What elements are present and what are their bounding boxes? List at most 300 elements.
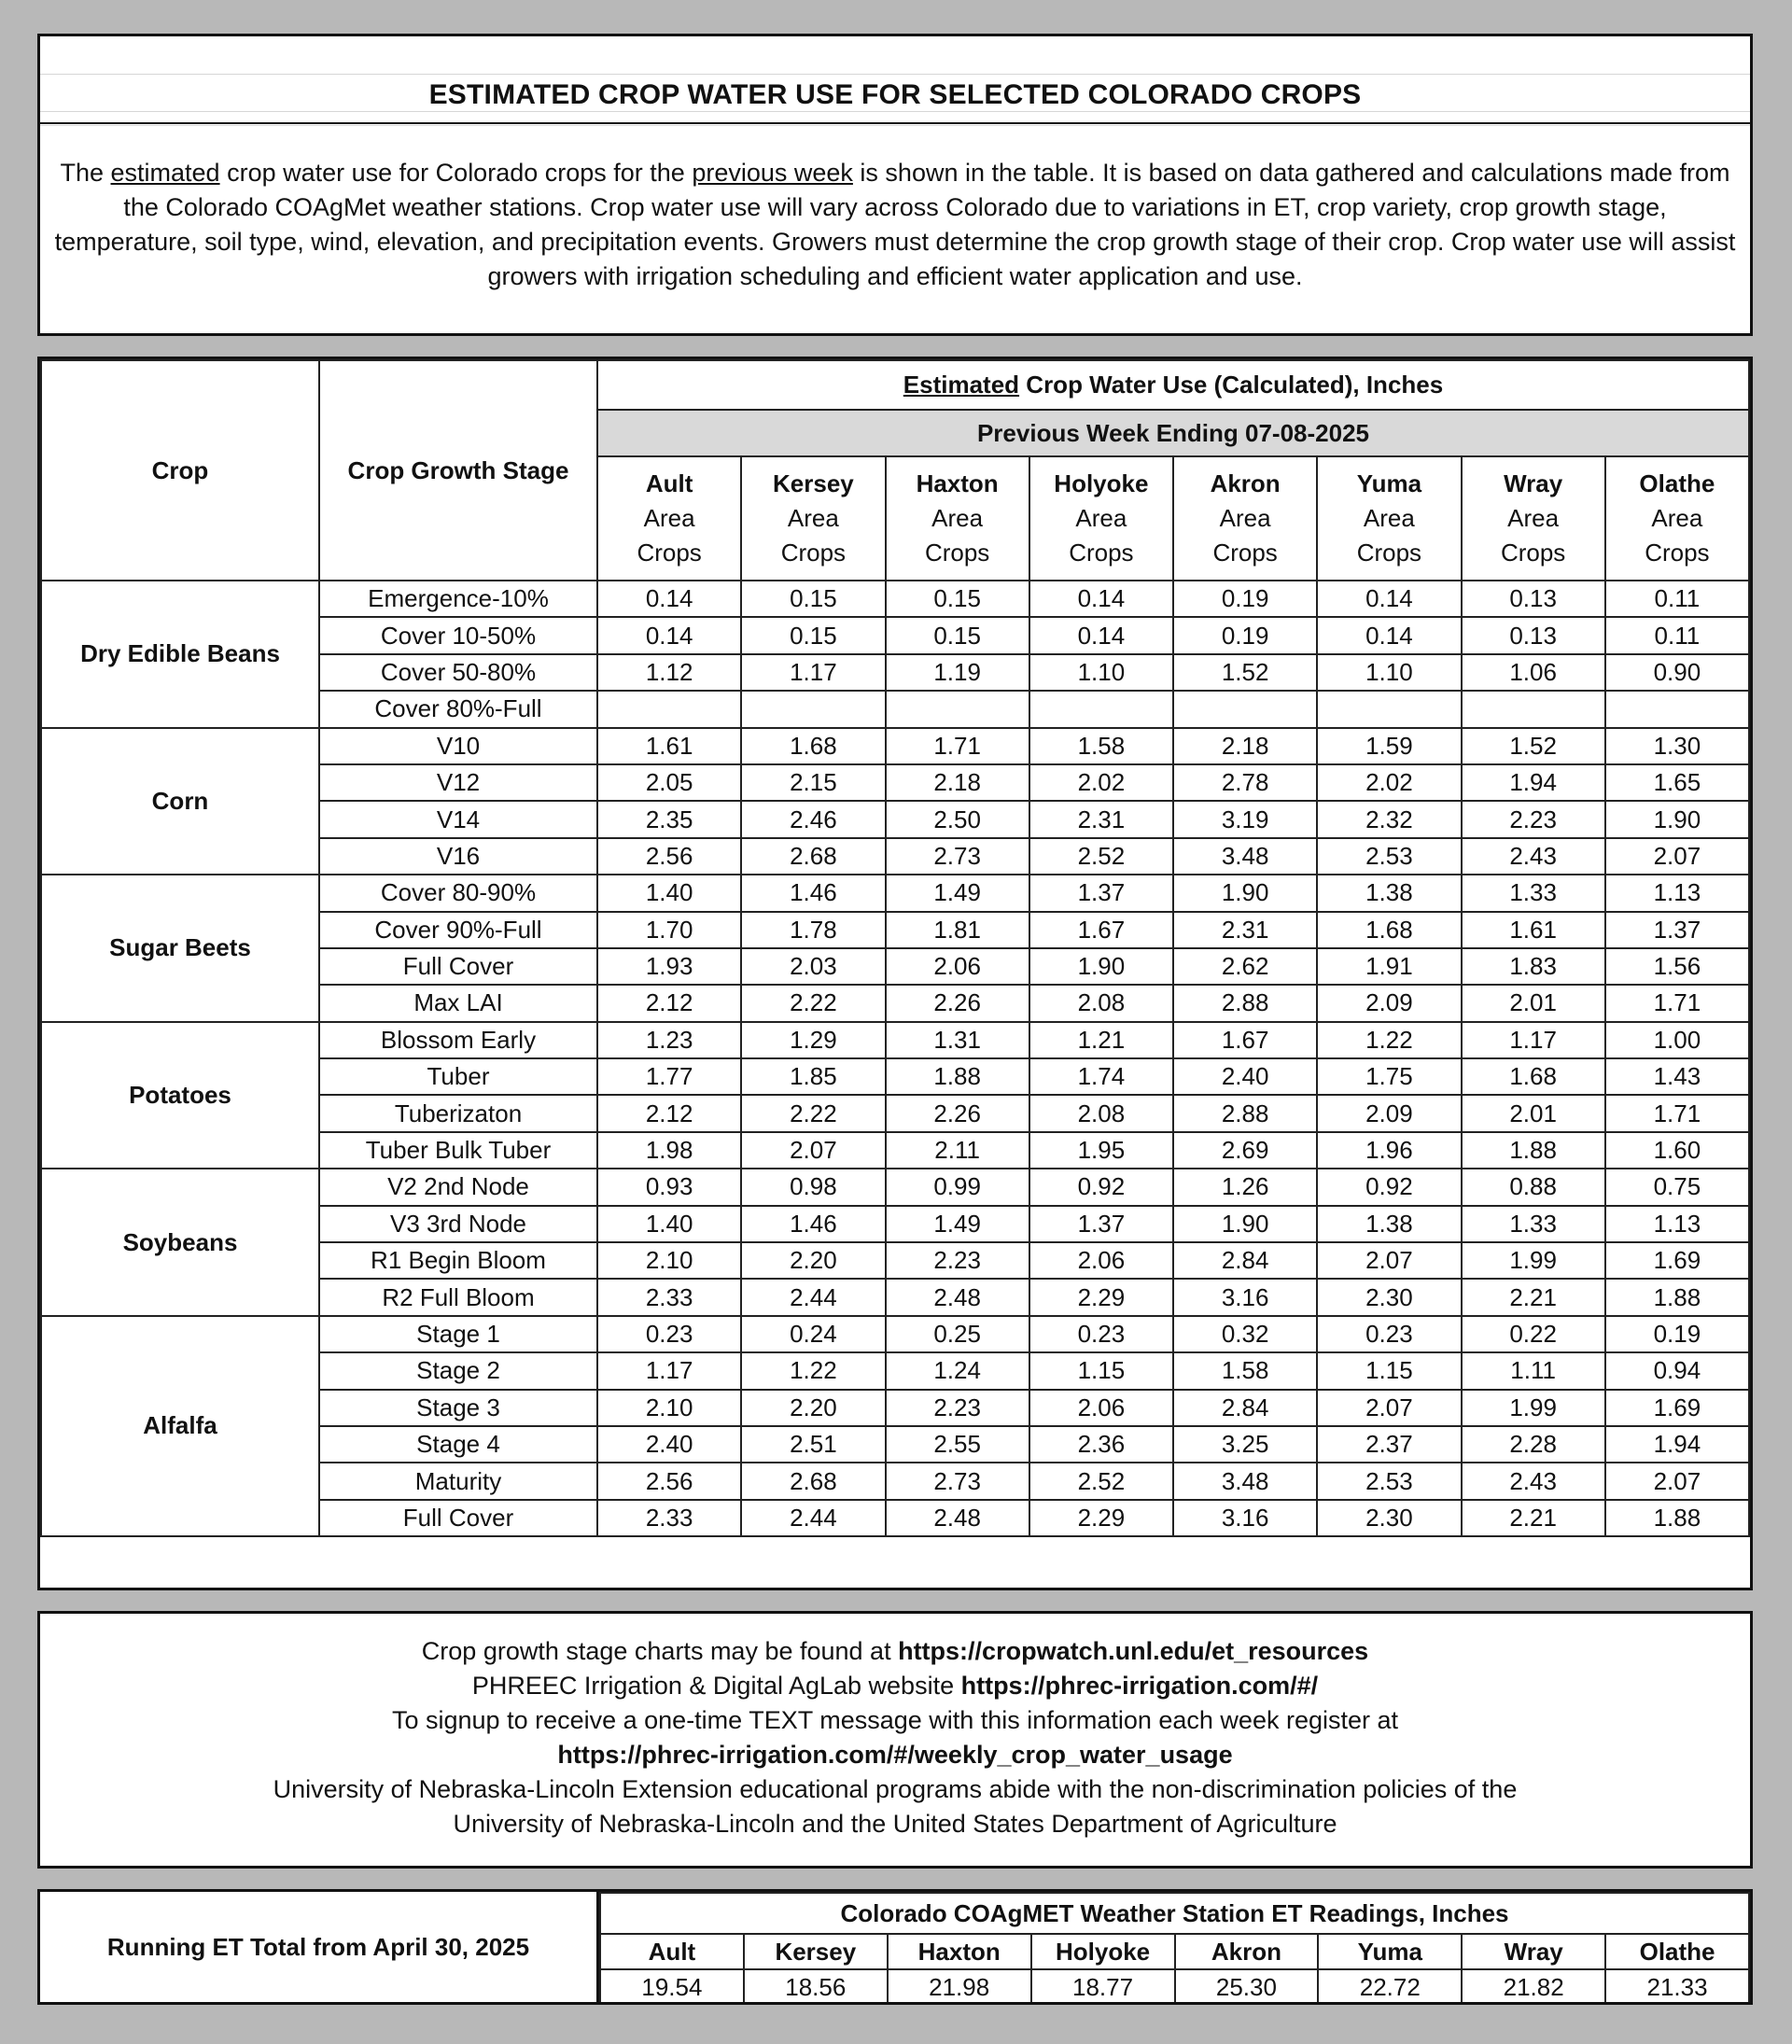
- location-crops: Crops: [1212, 539, 1278, 567]
- water-use-value: 2.88: [1173, 985, 1317, 1021]
- water-use-value: 2.11: [886, 1132, 1029, 1169]
- table-row: [41, 1022, 1749, 1058]
- location-header-ault: [597, 456, 741, 581]
- resource-line-3: To signup to receive a one-time TEXT message with this information each week register at: [391, 1706, 1399, 1734]
- running-location-kersey: Kersey: [744, 1934, 888, 1969]
- water-use-value: 1.15: [1317, 1352, 1461, 1389]
- water-use-value: 2.29: [1029, 1279, 1173, 1315]
- water-use-value: 2.23: [1462, 801, 1605, 837]
- water-use-value: 0.15: [741, 581, 885, 617]
- water-use-value: 0.24: [741, 1316, 885, 1352]
- water-use-value: 1.83: [1462, 948, 1605, 985]
- water-use-value: 2.29: [1029, 1500, 1173, 1536]
- growth-stage: Full Cover: [319, 948, 597, 985]
- water-use-value: 0.13: [1462, 617, 1605, 653]
- water-use-value: 1.26: [1173, 1169, 1317, 1205]
- water-use-value: 2.56: [597, 1463, 741, 1499]
- water-use-value: [1462, 691, 1605, 727]
- water-use-value: 1.81: [886, 912, 1029, 948]
- water-use-value: 1.95: [1029, 1132, 1173, 1169]
- water-use-value: 0.15: [741, 617, 885, 653]
- water-use-value: 0.23: [1029, 1316, 1173, 1352]
- location-header-kersey: [741, 456, 885, 581]
- water-use-value: 2.18: [1173, 728, 1317, 764]
- stage-column-header: Crop Growth Stage: [319, 360, 597, 581]
- resource-line-1: [49, 1634, 1741, 1669]
- intro-underline-estimated: estimated: [110, 159, 220, 187]
- water-use-value: 1.30: [1605, 728, 1749, 764]
- water-use-value: 2.84: [1173, 1242, 1317, 1279]
- growth-stage: Stage 3: [319, 1390, 597, 1426]
- water-use-value: 0.19: [1173, 617, 1317, 653]
- water-use-value: 2.20: [741, 1390, 885, 1426]
- water-use-value: 2.51: [741, 1426, 885, 1463]
- water-use-value: 2.12: [597, 1095, 741, 1131]
- water-use-value: 2.10: [597, 1242, 741, 1279]
- table-row: [41, 1316, 1749, 1352]
- water-use-value: 2.06: [1029, 1390, 1173, 1426]
- location-area: Area: [787, 504, 839, 532]
- water-use-value: 2.26: [886, 985, 1029, 1021]
- water-use-value: 1.74: [1029, 1058, 1173, 1095]
- water-use-value: 2.43: [1462, 838, 1605, 875]
- table-row: [41, 581, 1749, 617]
- resource-line-5: University of Nebraska-Lincoln Extension educational programs abide with the non-discrimination policies of the: [273, 1775, 1518, 1803]
- phrec-link[interactable]: https://phrec-irrigation.com/#/: [960, 1672, 1319, 1700]
- running-et-panel: [37, 1889, 1753, 2005]
- water-use-value: 1.77: [597, 1058, 741, 1095]
- water-use-value: 1.61: [597, 728, 741, 764]
- water-use-value: 2.50: [886, 801, 1029, 837]
- table-row: [41, 1169, 1749, 1205]
- water-use-value: 1.58: [1173, 1352, 1317, 1389]
- water-use-value: 1.88: [886, 1058, 1029, 1095]
- location-crops: Crops: [1069, 539, 1134, 567]
- growth-stage: Tuber Bulk Tuber: [319, 1132, 597, 1169]
- growth-stage: Cover 90%-Full: [319, 912, 597, 948]
- water-use-value: 1.06: [1462, 654, 1605, 691]
- water-use-value: 1.71: [1605, 985, 1749, 1021]
- intro-text-3: is shown in the table. It is based on data gathered and calculations made from the Colorado COAgMet weather stations. Crop water use will vary across Colorado due to variations in ET, crop variety, crop growth stage, temperature, soil type, wind, elevation, and precipitation events. Growers must determine the crop growth stage of their crop. Crop water use will assist growers with irrigation scheduling and efficient water application and use.: [54, 159, 1736, 290]
- running-location-olathe: Olathe: [1605, 1934, 1749, 1969]
- intro-panel: [37, 34, 1753, 336]
- location-header-haxton: [886, 456, 1029, 581]
- cropwatch-link[interactable]: https://cropwatch.unl.edu/et_resources: [898, 1637, 1369, 1665]
- water-use-value: 0.94: [1605, 1352, 1749, 1389]
- location-crops: Crops: [1645, 539, 1710, 567]
- water-use-value: 1.88: [1605, 1500, 1749, 1536]
- water-use-value: 1.33: [1462, 875, 1605, 911]
- running-et-value: 25.30: [1175, 1969, 1319, 2005]
- water-use-value: 1.10: [1317, 654, 1461, 691]
- water-use-value: 1.40: [597, 875, 741, 911]
- location-area: Area: [931, 504, 984, 532]
- water-use-value: [1317, 691, 1461, 727]
- water-use-value: 1.23: [597, 1022, 741, 1058]
- growth-stage: V16: [319, 838, 597, 875]
- water-use-value: 1.67: [1029, 912, 1173, 948]
- water-use-value: 3.48: [1173, 1463, 1317, 1499]
- water-use-value: 2.33: [597, 1500, 741, 1536]
- water-use-value: 2.73: [886, 838, 1029, 875]
- water-use-value: 2.06: [886, 948, 1029, 985]
- water-use-value: 2.07: [1605, 838, 1749, 875]
- water-use-value: 2.21: [1462, 1500, 1605, 1536]
- water-use-value: 1.17: [597, 1352, 741, 1389]
- running-et-title: Colorado COAgMET Weather Station ET Readings, Inches: [600, 1893, 1749, 1934]
- water-use-value: 0.14: [1317, 617, 1461, 653]
- running-location-haxton: Haxton: [888, 1934, 1031, 1969]
- water-use-value: 1.59: [1317, 728, 1461, 764]
- water-use-value: 1.33: [1462, 1206, 1605, 1242]
- water-use-value: 0.98: [741, 1169, 885, 1205]
- growth-stage: Stage 1: [319, 1316, 597, 1352]
- location-header-olathe: [1605, 456, 1749, 581]
- water-use-value: 2.02: [1029, 764, 1173, 801]
- water-use-value: 1.94: [1605, 1426, 1749, 1463]
- growth-stage: Stage 2: [319, 1352, 597, 1389]
- running-et-table-wrap: [599, 1892, 1750, 2005]
- location-name: Akron: [1210, 469, 1281, 497]
- crop-table-body: [41, 581, 1749, 1536]
- running-et-value: 21.82: [1462, 1969, 1605, 2005]
- water-use-value: 1.68: [1317, 912, 1461, 948]
- crop-water-table: [40, 359, 1750, 1537]
- water-use-value: 0.92: [1029, 1169, 1173, 1205]
- water-use-value: 1.22: [741, 1352, 885, 1389]
- running-et-values-row: [600, 1969, 1749, 2005]
- location-crops: Crops: [924, 539, 990, 567]
- intro-text-2: crop water use for Colorado crops for the: [219, 159, 693, 187]
- water-use-value: 0.11: [1605, 617, 1749, 653]
- location-header-wray: [1462, 456, 1605, 581]
- water-use-value: 1.71: [886, 728, 1029, 764]
- water-use-value: 0.93: [597, 1169, 741, 1205]
- water-use-value: 0.88: [1462, 1169, 1605, 1205]
- water-use-value: 0.99: [886, 1169, 1029, 1205]
- water-use-value: 0.14: [1029, 581, 1173, 617]
- location-name: Kersey: [773, 469, 854, 497]
- water-use-value: 1.31: [886, 1022, 1029, 1058]
- location-header-yuma: [1317, 456, 1461, 581]
- table-title-rest: Crop Water Use (Calculated), Inches: [1019, 371, 1444, 399]
- water-use-value: 0.15: [886, 617, 1029, 653]
- growth-stage: V12: [319, 764, 597, 801]
- water-use-value: 2.21: [1462, 1279, 1605, 1315]
- growth-stage: V10: [319, 728, 597, 764]
- water-use-value: 2.07: [741, 1132, 885, 1169]
- growth-stage: Emergence-10%: [319, 581, 597, 617]
- location-name: Olathe: [1639, 469, 1715, 497]
- water-use-value: 2.09: [1317, 985, 1461, 1021]
- water-use-value: 1.93: [597, 948, 741, 985]
- crop-name: Sugar Beets: [41, 875, 319, 1022]
- weekly-usage-link[interactable]: https://phrec-irrigation.com/#/weekly_crop_water_usage: [557, 1741, 1233, 1769]
- growth-stage: Cover 80-90%: [319, 875, 597, 911]
- water-use-value: 2.28: [1462, 1426, 1605, 1463]
- running-location-holyoke: Holyoke: [1031, 1934, 1175, 1969]
- water-use-value: 1.49: [886, 875, 1029, 911]
- water-use-value: 1.21: [1029, 1022, 1173, 1058]
- water-use-value: 2.68: [741, 838, 885, 875]
- water-use-value: 2.52: [1029, 1463, 1173, 1499]
- growth-stage: Maturity: [319, 1463, 597, 1499]
- location-area: Area: [1507, 504, 1560, 532]
- water-use-value: 1.68: [1462, 1058, 1605, 1095]
- water-use-value: 2.69: [1173, 1132, 1317, 1169]
- water-use-value: 2.05: [597, 764, 741, 801]
- growth-stage: Cover 50-80%: [319, 654, 597, 691]
- water-use-value: [597, 691, 741, 727]
- water-use-value: 1.69: [1605, 1242, 1749, 1279]
- resource-text-1: Crop growth stage charts may be found at: [421, 1637, 899, 1665]
- water-use-value: 2.22: [741, 1095, 885, 1131]
- water-use-value: 0.14: [1029, 617, 1173, 653]
- water-use-value: 1.99: [1462, 1390, 1605, 1426]
- water-use-value: 1.56: [1605, 948, 1749, 985]
- water-use-value: 0.32: [1173, 1316, 1317, 1352]
- water-use-value: 1.99: [1462, 1242, 1605, 1279]
- water-use-value: 2.23: [886, 1242, 1029, 1279]
- water-use-value: 1.98: [597, 1132, 741, 1169]
- water-use-value: 1.94: [1462, 764, 1605, 801]
- water-use-value: 1.37: [1605, 912, 1749, 948]
- water-use-value: 2.08: [1029, 985, 1173, 1021]
- water-use-value: 2.07: [1317, 1242, 1461, 1279]
- running-et-location-row: [600, 1934, 1749, 1969]
- water-use-value: 1.78: [741, 912, 885, 948]
- growth-stage: Stage 4: [319, 1426, 597, 1463]
- water-use-value: 2.30: [1317, 1500, 1461, 1536]
- water-use-value: 0.19: [1605, 1316, 1749, 1352]
- water-use-value: 1.00: [1605, 1022, 1749, 1058]
- crop-water-table-panel: [37, 357, 1753, 1590]
- running-et-value: 18.77: [1031, 1969, 1175, 2005]
- water-use-value: 2.15: [741, 764, 885, 801]
- water-use-value: 2.68: [741, 1463, 885, 1499]
- water-use-value: 0.13: [1462, 581, 1605, 617]
- crop-name: Soybeans: [41, 1169, 319, 1316]
- water-use-value: 0.23: [1317, 1316, 1461, 1352]
- water-use-value: 2.03: [741, 948, 885, 985]
- running-et-label: Running ET Total from April 30, 2025: [40, 1892, 599, 2002]
- water-use-value: 1.91: [1317, 948, 1461, 985]
- water-use-value: 1.37: [1029, 875, 1173, 911]
- location-name: Haxton: [916, 469, 999, 497]
- water-use-value: 2.55: [886, 1426, 1029, 1463]
- water-use-value: 1.17: [1462, 1022, 1605, 1058]
- water-use-value: 2.44: [741, 1279, 885, 1315]
- water-use-value: 3.19: [1173, 801, 1317, 837]
- water-use-value: 1.24: [886, 1352, 1029, 1389]
- water-use-value: 1.37: [1029, 1206, 1173, 1242]
- water-use-value: 1.46: [741, 1206, 885, 1242]
- intro-text-1: The: [60, 159, 111, 187]
- water-use-value: 2.23: [886, 1390, 1029, 1426]
- water-use-value: 1.17: [741, 654, 885, 691]
- water-use-value: 0.14: [1317, 581, 1461, 617]
- location-name: Ault: [645, 469, 693, 497]
- water-use-value: 0.75: [1605, 1169, 1749, 1205]
- water-use-value: [886, 691, 1029, 727]
- water-use-value: [741, 691, 885, 727]
- growth-stage: V2 2nd Node: [319, 1169, 597, 1205]
- water-use-value: 2.18: [886, 764, 1029, 801]
- table-title-underlined: Estimated: [903, 371, 1020, 399]
- water-use-value: 2.26: [886, 1095, 1029, 1131]
- running-et-value: 22.72: [1318, 1969, 1462, 2005]
- water-use-value: 1.52: [1173, 654, 1317, 691]
- location-crops: Crops: [637, 539, 702, 567]
- growth-stage: Full Cover: [319, 1500, 597, 1536]
- water-use-value: 1.13: [1605, 875, 1749, 911]
- water-use-value: 1.49: [886, 1206, 1029, 1242]
- water-use-value: 0.22: [1462, 1316, 1605, 1352]
- growth-stage: R2 Full Bloom: [319, 1279, 597, 1315]
- water-use-value: 0.11: [1605, 581, 1749, 617]
- water-use-value: 2.01: [1462, 985, 1605, 1021]
- water-use-value: 2.43: [1462, 1463, 1605, 1499]
- growth-stage: Blossom Early: [319, 1022, 597, 1058]
- water-use-value: 0.23: [597, 1316, 741, 1352]
- water-use-value: 1.19: [886, 654, 1029, 691]
- running-et-value: 21.33: [1605, 1969, 1749, 2005]
- location-area: Area: [1363, 504, 1415, 532]
- running-location-ault: Ault: [600, 1934, 744, 1969]
- running-et-value: 18.56: [744, 1969, 888, 2005]
- running-location-akron: Akron: [1175, 1934, 1319, 1969]
- water-use-value: 1.10: [1029, 654, 1173, 691]
- location-name: Holyoke: [1054, 469, 1149, 497]
- week-ending-header: Previous Week Ending 07-08-2025: [597, 410, 1749, 456]
- water-use-value: 2.46: [741, 801, 885, 837]
- water-use-value: 1.88: [1605, 1279, 1749, 1315]
- water-use-value: 2.53: [1317, 1463, 1461, 1499]
- table-title: [597, 360, 1749, 410]
- water-use-value: 1.58: [1029, 728, 1173, 764]
- water-use-value: 2.31: [1173, 912, 1317, 948]
- water-use-value: 2.30: [1317, 1279, 1461, 1315]
- water-use-value: 1.38: [1317, 875, 1461, 911]
- crop-name: Potatoes: [41, 1022, 319, 1169]
- table-row: [41, 728, 1749, 764]
- water-use-value: 2.48: [886, 1500, 1029, 1536]
- water-use-value: 1.61: [1462, 912, 1605, 948]
- water-use-value: 3.25: [1173, 1426, 1317, 1463]
- water-use-value: 1.38: [1317, 1206, 1461, 1242]
- water-use-value: 2.35: [597, 801, 741, 837]
- water-use-value: 2.01: [1462, 1095, 1605, 1131]
- water-use-value: 2.07: [1317, 1390, 1461, 1426]
- running-et-table: [599, 1892, 1750, 2005]
- water-use-value: 2.08: [1029, 1095, 1173, 1131]
- water-use-value: 2.40: [1173, 1058, 1317, 1095]
- water-use-value: 2.06: [1029, 1242, 1173, 1279]
- running-location-yuma: Yuma: [1318, 1934, 1462, 1969]
- water-use-value: 1.40: [597, 1206, 741, 1242]
- water-use-value: [1605, 691, 1749, 727]
- water-use-value: 2.73: [886, 1463, 1029, 1499]
- water-use-value: 2.48: [886, 1279, 1029, 1315]
- water-use-value: 2.33: [597, 1279, 741, 1315]
- water-use-value: 2.62: [1173, 948, 1317, 985]
- water-use-value: 1.69: [1605, 1390, 1749, 1426]
- water-use-value: 2.78: [1173, 764, 1317, 801]
- water-use-value: 2.07: [1605, 1463, 1749, 1499]
- water-use-value: 2.22: [741, 985, 885, 1021]
- water-use-value: 1.43: [1605, 1058, 1749, 1095]
- water-use-value: 1.13: [1605, 1206, 1749, 1242]
- water-use-value: 2.37: [1317, 1426, 1461, 1463]
- water-use-value: 2.56: [597, 838, 741, 875]
- water-use-value: 2.40: [597, 1426, 741, 1463]
- intro-divider: [40, 122, 1750, 124]
- water-use-value: [1173, 691, 1317, 727]
- table-row: [41, 875, 1749, 911]
- location-name: Wray: [1504, 469, 1563, 497]
- water-use-value: 2.10: [597, 1390, 741, 1426]
- location-area: Area: [1219, 504, 1271, 532]
- water-use-value: 2.31: [1029, 801, 1173, 837]
- water-use-value: 2.02: [1317, 764, 1461, 801]
- location-crops: Crops: [1500, 539, 1566, 567]
- resource-line-2: [49, 1669, 1741, 1703]
- water-use-value: 1.12: [597, 654, 741, 691]
- water-use-value: 1.15: [1029, 1352, 1173, 1389]
- water-use-value: 1.90: [1605, 801, 1749, 837]
- location-header-akron: [1173, 456, 1317, 581]
- water-use-value: 1.22: [1317, 1022, 1461, 1058]
- water-use-value: 1.90: [1029, 948, 1173, 985]
- water-use-value: [1029, 691, 1173, 727]
- location-header-holyoke: [1029, 456, 1173, 581]
- resources-text: [49, 1634, 1741, 1841]
- water-use-value: 0.19: [1173, 581, 1317, 617]
- water-use-value: 1.90: [1173, 875, 1317, 911]
- water-use-value: 1.70: [597, 912, 741, 948]
- crop-column-header: Crop: [41, 360, 319, 581]
- water-use-value: 1.52: [1462, 728, 1605, 764]
- water-use-value: 1.29: [741, 1022, 885, 1058]
- intro-underline-previous-week: previous week: [692, 159, 853, 187]
- water-use-value: 1.65: [1605, 764, 1749, 801]
- water-use-value: 2.52: [1029, 838, 1173, 875]
- growth-stage: R1 Begin Bloom: [319, 1242, 597, 1279]
- running-et-value: 19.54: [600, 1969, 744, 2005]
- water-use-value: 1.68: [741, 728, 885, 764]
- growth-stage: Tuber: [319, 1058, 597, 1095]
- water-use-value: 0.15: [886, 581, 1029, 617]
- water-use-value: 2.12: [597, 985, 741, 1021]
- resource-text-2: PHREEC Irrigation & Digital AgLab website: [471, 1672, 961, 1700]
- water-use-value: 3.48: [1173, 838, 1317, 875]
- page-title: ESTIMATED CROP WATER USE FOR SELECTED COLORADO CROPS: [428, 79, 1362, 110]
- water-use-value: 1.71: [1605, 1095, 1749, 1131]
- water-use-value: 1.85: [741, 1058, 885, 1095]
- growth-stage: Cover 80%-Full: [319, 691, 597, 727]
- water-use-value: 2.53: [1317, 838, 1461, 875]
- water-use-value: 2.88: [1173, 1095, 1317, 1131]
- water-use-value: 2.32: [1317, 801, 1461, 837]
- water-use-value: 1.88: [1462, 1132, 1605, 1169]
- location-area: Area: [1075, 504, 1127, 532]
- growth-stage: V14: [319, 801, 597, 837]
- water-use-value: 2.84: [1173, 1390, 1317, 1426]
- water-use-value: 2.44: [741, 1500, 885, 1536]
- growth-stage: Max LAI: [319, 985, 597, 1021]
- water-use-value: 3.16: [1173, 1279, 1317, 1315]
- resources-panel: [37, 1611, 1753, 1869]
